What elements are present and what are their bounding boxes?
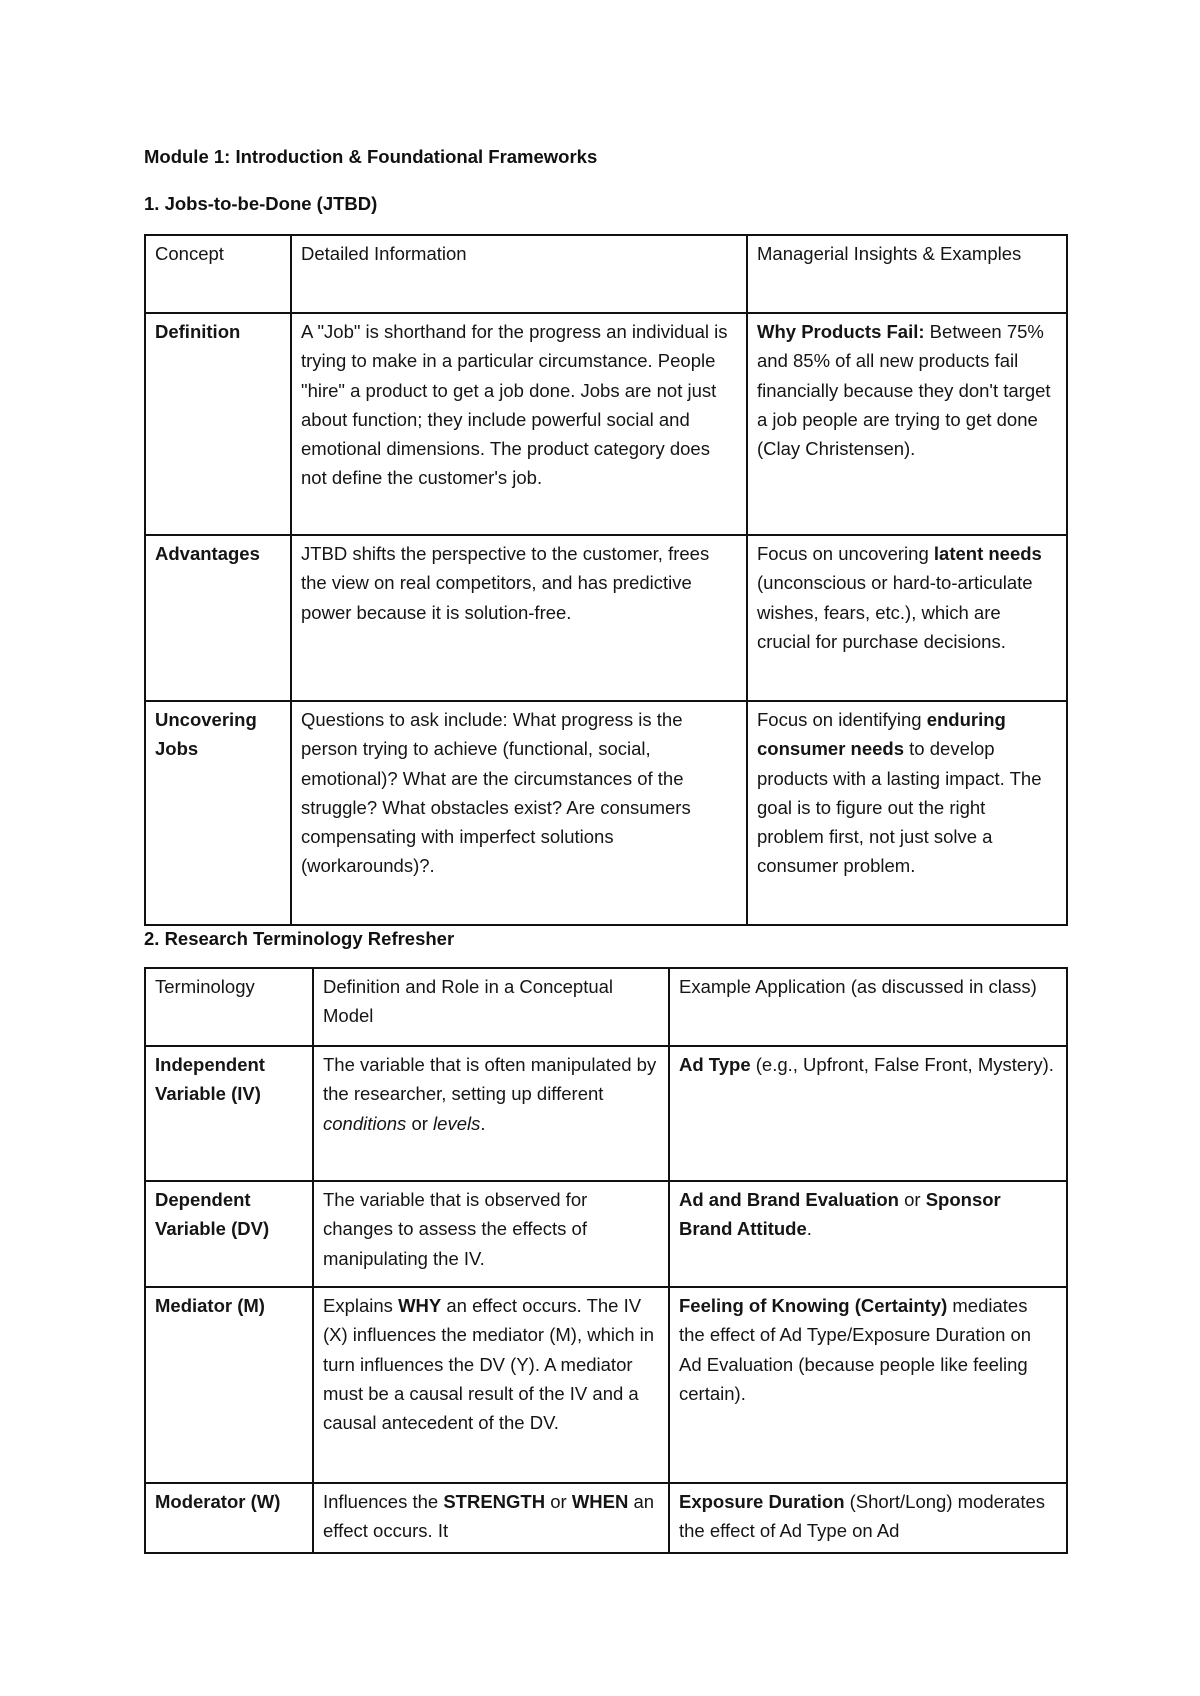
header-cell: Example Application (as discussed in class) xyxy=(669,968,1067,1046)
table-row xyxy=(145,701,1067,925)
table-row xyxy=(145,1046,1067,1181)
header-cell: Concept xyxy=(145,235,291,313)
definition-cell xyxy=(313,1287,669,1483)
jtbd-table xyxy=(144,234,1068,926)
bold-text: Exposure Duration xyxy=(679,1491,845,1512)
section2-heading: 2. Research Terminology Refresher xyxy=(144,928,455,949)
example-cell xyxy=(669,1181,1067,1287)
text: Influences the xyxy=(323,1491,444,1512)
detail-cell: JTBD shifts the perspective to the customer, frees the view on real competitors, and has predictive power because it is solution-free. xyxy=(291,535,747,701)
bold-text: latent needs xyxy=(933,543,1042,564)
text: (unconscious or hard-to-articulate wishes, fears, etc.), which are crucial for purchase decisions. xyxy=(757,572,1033,652)
row-label: Uncovering Jobs xyxy=(145,701,291,925)
insight-cell xyxy=(747,535,1067,701)
text: to develop products with a lasting impact. The goal is to figure out the right problem first, not just solve a consumer problem. xyxy=(757,738,1042,877)
italic-text: conditions xyxy=(323,1112,407,1134)
text: (Short/Long) moderates the effect of Ad Type on Ad xyxy=(679,1491,1046,1542)
text: or xyxy=(898,1189,926,1210)
definition-cell: The variable that is observed for changes to assess the effects of manipulating the IV. xyxy=(313,1181,669,1287)
header-cell: Terminology xyxy=(145,968,313,1046)
definition-cell xyxy=(313,1046,669,1181)
example-cell xyxy=(669,1046,1067,1181)
bold-text: WHY xyxy=(398,1295,442,1316)
text: Explains xyxy=(323,1295,399,1316)
bold-text: enduring consumer needs xyxy=(757,709,1006,760)
header-cell: Managerial Insights & Examples xyxy=(747,235,1067,313)
example-cell xyxy=(669,1287,1067,1483)
bold-text: Ad Type xyxy=(679,1054,751,1075)
row-label: Mediator (M) xyxy=(145,1287,313,1483)
table-row xyxy=(145,1483,1067,1553)
bold-text: Sponsor Brand Attitude xyxy=(679,1189,1001,1240)
module-title: Module 1: Introduction & Foundational Frameworks xyxy=(144,146,598,167)
section1-heading: 1. Jobs-to-be-Done (JTBD) xyxy=(144,193,378,214)
text: (e.g., Upfront, False Front, Mystery). xyxy=(750,1054,1054,1075)
text: an effect occurs. The IV (X) influences the mediator (M), which in turn influences the DV (Y). A mediator must be a causal result of the IV and a causal antecedent of the DV. xyxy=(323,1295,655,1434)
bold-text: Ad and Brand Evaluation xyxy=(679,1189,899,1210)
detail-cell: Questions to ask include: What progress is the person trying to achieve (functional, social, emotional)? What are the circumstances of the struggle? What obstacles exist? Are consumers compensating with imperfect solutions (workarounds)?. xyxy=(291,701,747,925)
example-cell xyxy=(669,1483,1067,1553)
table-row xyxy=(145,535,1067,701)
bold-text: STRENGTH xyxy=(443,1491,546,1512)
text: . xyxy=(480,1112,486,1134)
text: an effect occurs. It xyxy=(323,1491,655,1542)
text: The variable that is often manipulated by the researcher, setting up different xyxy=(323,1054,657,1105)
row-label: Moderator (W) xyxy=(145,1483,313,1553)
terminology-table xyxy=(144,967,1068,1554)
bold-text: Why Products Fail: xyxy=(757,321,925,342)
bold-text: Feeling of Knowing (Certainty) xyxy=(679,1295,948,1316)
text: Between 75% and 85% of all new products fail financially because they don't target a job people are trying to get done (Clay Christensen). xyxy=(757,321,1051,460)
text: mediates the effect of Ad Type/Exposure Duration on Ad Evaluation (because people like feeling certain). xyxy=(679,1295,1032,1404)
italic-text: levels xyxy=(433,1112,481,1134)
text: or xyxy=(406,1112,434,1134)
detail-cell: A "Job" is shorthand for the progress an individual is trying to make in a particular circumstance. People "hire" a product to get a job done. Jobs are not just about function; they include powerful social and emotional dimensions. The product category does not define the customer's job. xyxy=(291,313,747,535)
row-label: Definition xyxy=(145,313,291,535)
insight-cell xyxy=(747,313,1067,535)
table-row xyxy=(145,1287,1067,1483)
table-row xyxy=(145,313,1067,535)
insight-cell xyxy=(747,701,1067,925)
bold-text: WHEN xyxy=(571,1491,629,1512)
text: or xyxy=(545,1491,572,1512)
row-label: Advantages xyxy=(145,535,291,701)
header-cell: Detailed Information xyxy=(291,235,747,313)
table-header-row xyxy=(145,235,1067,313)
header-cell: Definition and Role in a Conceptual Model xyxy=(313,968,669,1046)
row-label: Independent Variable (IV) xyxy=(145,1046,313,1181)
text: . xyxy=(806,1218,812,1240)
text: Focus on uncovering xyxy=(757,543,934,564)
definition-cell xyxy=(313,1483,669,1553)
table-row xyxy=(145,1181,1067,1287)
table-header-row xyxy=(145,968,1067,1046)
row-label: Dependent Variable (DV) xyxy=(145,1181,313,1287)
text: Focus on identifying xyxy=(757,709,927,730)
